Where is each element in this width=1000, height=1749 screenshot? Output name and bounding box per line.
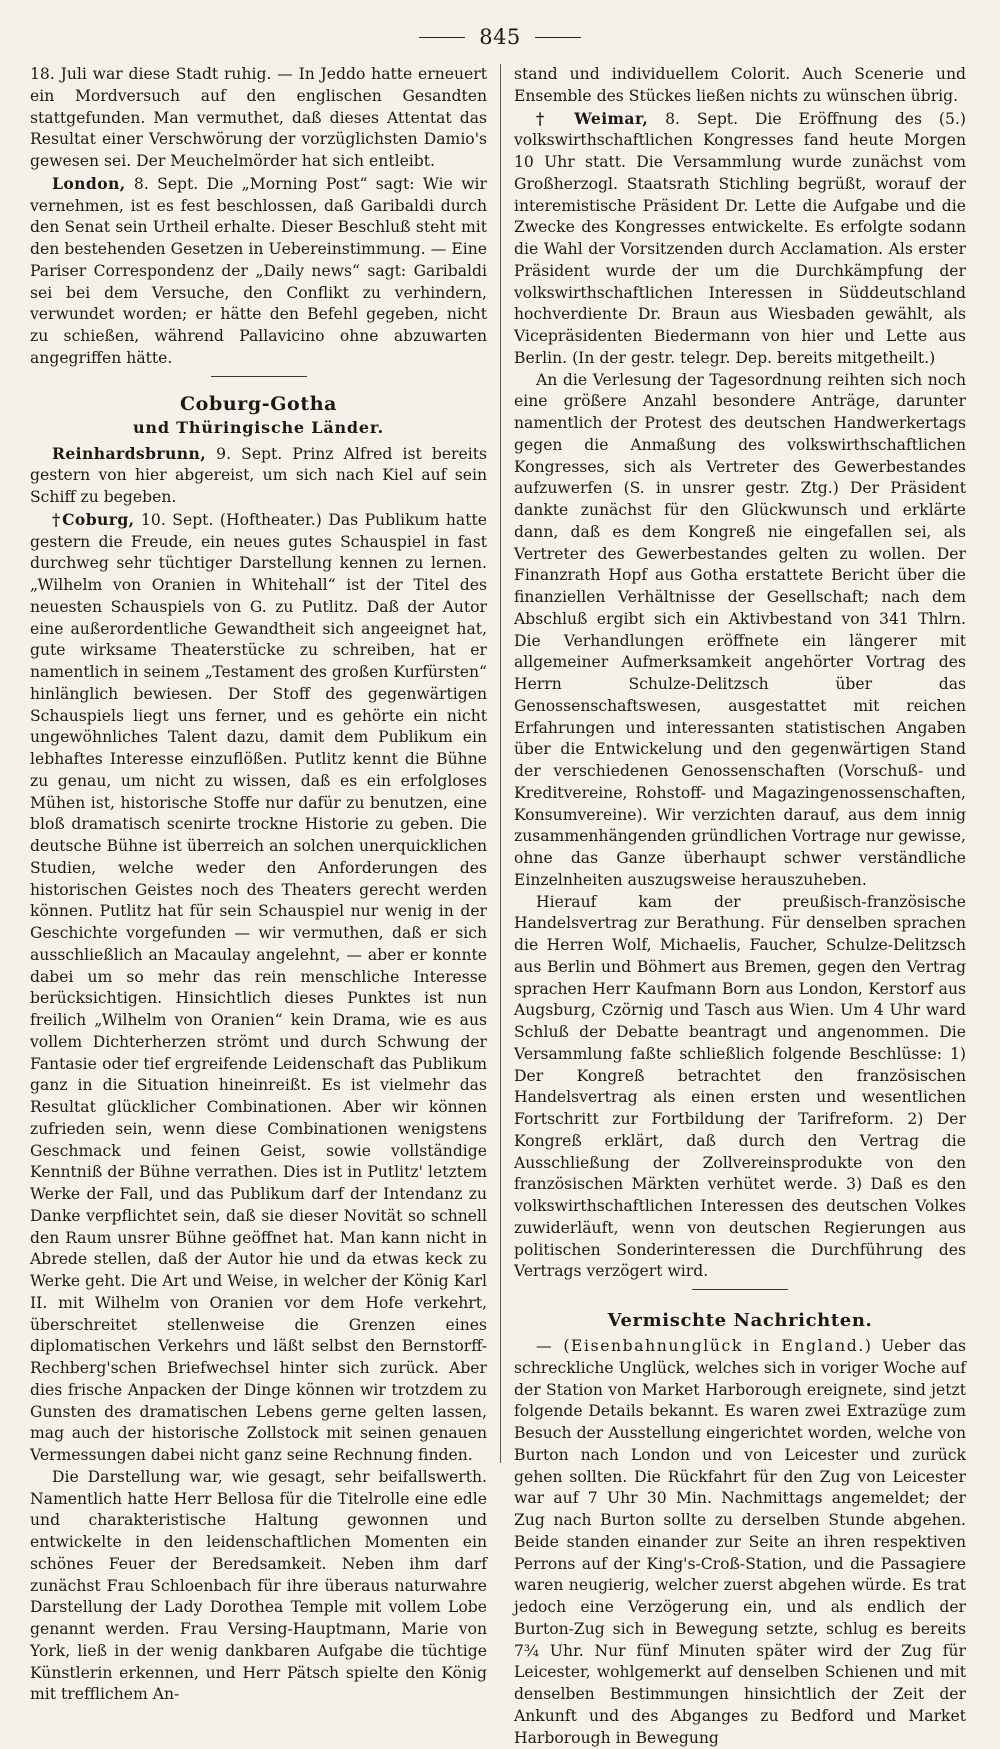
article-paragraph-darstellung: Die Darstellung war, wie gesagt, sehr beifallswerth. Namentlich hatte Herr Bellosa für die Titelrolle eine edle und charakteristische Haltung gewonnen und entwickelte in den leidenschaftlichen Momenten ein schönes Feuer der Beredsamkeit. Neben ihm darf zunächst Frau Schloenbach für ihre überaus naturwahre Darstellung der Lady Dorothea Temple mit vollem Lobe genannt werden. Frau Versing-Hauptmann, Marie von York, ließ in der wenig dankbaren Aufgabe die tüchtige Künstlerin erkennen, und Herr Pätsch spielte den König mit trefflichem An- — [30, 1467, 487, 1704]
column-divider — [500, 64, 501, 1463]
article-eisenbahnunglueck-text: Ueber das schreckliche Unglück, welches sich in voriger Woche auf der Station von Market Harborough ereignete, sind jetzt folgende Details bekannt. Es waren zwei Extrazüge zum Besuch der Ausstellung eingerichtet worden, welche von Burton nach London und von Leicester und zurück gehen sollten. Die Rückfahrt für den Zug von Leicester war auf 7 Uhr 30 Min. Nachmittags angemeldet; der Zug nach Burton sollte zu derselben Stunde abgehen. Beide standen einander zur Seite an ihren respektiven Perrons auf der King's-Croß-Station, und die Passagiere waren neugierig, welcher zuerst abgehen würde. Es trat jedoch eine Verzögerung ein, und als endlich der Burton-Zug sich in Bewegung setzte, schlug es bereits 7¾ Uhr. Nur fünf Minuten später wird der Zug für Leicester, wohlgemerkt auf denselben Schienen und mit denselben Bestimmungen hinsichtlich der Zeit der Ankunft und des Abganges zu Bedford und Market Harborough in Bewegung — [514, 1337, 966, 1747]
right-column — [514, 64, 966, 1747]
page-header — [0, 22, 1000, 52]
article-weimar-text: 8. Sept. Die Eröffnung des (5.) volkswirthschaftlichen Kongresses fand heute Morgen 10 Uhr statt. Die Versammlung wurde zunächst vom Großherzogl. Staatsrath Stichling begrüßt, worauf der interemistische Präsident Dr. Lette die Aufgabe und die Zwecke des Kongresses entwickelte. Es erfolgte sodann die Wahl der Vorsitzenden durch Acclamation. Als erster Präsident wurde der um die Durchkämpfung der volkswirthschaftlichen Interessen in Süddeutschland hochverdiente Dr. Braun aus Wiesbaden gewählt, als Vicepräsidenten Biedermann von hier und Lette aus Berlin. (In der gestr. telegr. Dep. bereits mitgetheilt.) — [514, 109, 966, 367]
article-weimar — [514, 108, 966, 370]
article-reinhardsbrunn — [30, 443, 487, 509]
section-subheading-thueringen: und Thüringische Länder. — [132, 417, 385, 437]
article-paragraph-verlesung: An die Verlesung der Tagesordnung reihten sich noch eine größere Anzahl besondere Anträge, darunter namentlich der Protest des deutschen Handwerkertags gegen die Anmaßung des volkswirthschaftlichen Kongresses, sich als Vertreter des Gewerbestandes aufzuwerfen (S. in unsrer gestr. Ztg.) Der Präsident dankte zunächst für den Glückwunsch und erklärte dann, daß es dem Kongreß nie eingefallen sei, als Vertreter des Gewerbestandes gelten zu wollen. Der Finanzrath Hopf aus Gotha erstattete Bericht über die finanziellen Verhältnisse der Gesellschaft; nach dem Abschluß ergibt sich ein Aktivbestand von 341 Thlrn. Die Verhandlungen eröffnete ein längerer mit allgemeiner Aufmerksamkeit angehörter Vortrag des Herrn Schulze-Delitzsch über das Genossenschaftswesen, ausgestattet mit reichen Erfahrungen und interessanten statistischen Angaben über die Entwickelung und den gegenwärtigen Stand der verschiedenen Genossenschaften (Vorschuß- und Kreditvereine, Rohstoff- und Magazingenossenschaften, Konsumvereine). Wir verzichten darauf, aus dem innig zusammenhängenden gründlichen Vortrage nur gewisse, ohne das Ganze überhaupt schwer verständliche Einzelnheiten auszugsweise herauszuheben. — [514, 370, 966, 889]
article-london — [30, 173, 487, 370]
left-column — [30, 64, 487, 1704]
article-eisenbahnunglueck — [514, 1336, 966, 1749]
header-rule-left — [419, 37, 465, 38]
header-rule-right — [535, 37, 581, 38]
article-reinhardsbrunn-text: 9. Sept. Prinz Alfred ist bereits gestern von hier abgereist, um sich nach Kiel auf sein Schiff zu begeben. — [30, 444, 487, 506]
section-heading-vermischte-nachrichten: Vermischte Nachrichten. — [607, 1310, 873, 1331]
article-paragraph-intro: 18. Juli war diese Stadt ruhig. — In Jeddo hatte erneuert ein Mordversuch auf den englischen Gesandten stattgefunden. Man vermuthet, daß dieses Attentat das Resultat einer Verschwörung der vorzüglichsten Damio's gewesen sei. Der Meuchelmörder hat sich entleibt. — [30, 65, 487, 170]
article-paragraph-handelsvertrag: Hierauf kam der preußisch-französische Handelsvertrag zur Berathung. Für denselben sprachen die Herren Wolf, Michaelis, Faucher, Schulze-Delitzsch aus Berlin und Böhmert aus Bremen, gegen den Vertrag sprachen Herr Kaufmann Born aus London, Kerstorf aus Augsburg, Czörnig und Tasch aus Wien. Um 4 Uhr ward Schluß der Debatte beantragt und angenommen. Die Versammlung faßte schließlich folgende Beschlüsse: 1) Der Kongreß betrachtet den französischen Handelsvertrag als einen ersten und wesentlichen Fortschritt zur Fortbildung der Tarifreform. 2) Der Kongreß erklärt, daß durch den Vertrag die Ausschließung der Zollvereinsprodukte von den französischen Märkten verhütet werde. 3) Daß es den volkswirthschaftlichen Interessen des deutschen Volkes zuwiderläuft, wenn von deutschen Regierungen aus politischen Sonderinteressen die Durchführung des Vertrags verzögert wird. — [514, 892, 966, 1281]
article-coburg-text: 10. Sept. (Hoftheater.) Das Publikum hatte gestern die Freude, ein neues gutes Schauspiel in fast durchweg sehr tüchtiger Darstellung kennen zu lernen. „Wilhelm von Oranien in Whitehall“ ist der Titel des neuesten Schauspiels von G. zu Putlitz. Daß der Autor eine außerordentliche Gewandtheit sich angeeignet hat, gute wirksame Theaterstücke zu schreiben, hat er namentlich in seinem „Testament des großen Kurfürsten“ hinlänglich bewiesen. Der Stoff des gegenwärtigen Schauspiels liegt uns ferner, und es gehörte ein nicht ungewöhnliches Talent dazu, damit dem Publikum ein lebhaftes Interesse einzuflößen. Putlitz kennt die Bühne zu genau, um nicht zu wissen, daß es ein erfolgloses Mühen ist, historische Stoffe nur dafür zu benutzen, eine bloß dramatisch scenirte trockne Historie zu geben. Die deutsche Bühne ist überreich an solchen unerquicklichen Studien, welche weder den Anforderungen des historischen Geistes noch des Theaters gerecht werden können. Putlitz hat für sein Schauspiel nur wenig in der Geschichte vorgefunden — wir vermuthen, daß er sich ausschließlich an Macaulay angelehnt, — aber er konnte dabei um so mehr das rein menschliche Interesse berücksichtigen. Hinsichtlich dieses Punktes ist nun freilich „Wilhelm von Oranien“ kein Drama, wie es aus vollem Dichterherzen strömt und durch Schwung der Fantasie oder tief ergreifende Leidenschaft das Publikum ganz in die Situation hineinreißt. Es ist vielmehr das Resultat glücklicher Combinationen. Aber wir können zufrieden sein, wenn diese Combinationen wenigstens Geschmack und feinen Geist, sowie vollständige Kenntniß der Bühne verrathen. Dies ist in Putlitz' letztem Werke der Fall, und das Publikum darf der Intendanz zu Danke verpflichtet sein, daß sie dieser Novität so schnell den Raum unsrer Bühne geöffnet hat. Man kann nicht in Abrede stellen, daß der Autor hie und da etwas keck zu Werke geht. Die Art und Weise, in welcher der König Karl II. mit Wilhelm von Oranien vor dem Hofe verkehrt, überschreitet stellenweise die Grenzen eines diplomatischen Verkehrs und läßt selbst den Bernstorff-Rechberg'schen Briefwechsel hinter sich zurück. Aber dies frische Anpacken der Dinge können wir trotzdem zu Gunsten des dramatischen Lebens gerne gelten lassen, mag auch der historische Zollstock mit seinen genauen Vermessungen dabei nicht ganz seine Rechnung finden. — [30, 510, 487, 1464]
article-eisenbahnunglueck-label: — (Eisenbahnunglück in England.) — [536, 1337, 873, 1355]
page-number: 845 — [479, 25, 521, 49]
section-divider — [211, 376, 307, 377]
dateline-weimar: † Weimar, — [536, 108, 649, 128]
dateline-reinhardsbrunn: Reinhardsbrunn, — [52, 443, 207, 463]
section-heading-coburg-gotha: Coburg-Gotha — [179, 392, 338, 415]
dateline-london: London, — [52, 173, 126, 193]
article-paragraph-continuation: stand und individuellem Colorit. Auch Scenerie und Ensemble des Stückes ließen nichts zu wünschen übrig. — [514, 65, 966, 105]
dateline-coburg: †Coburg, — [52, 509, 135, 529]
article-london-text: 8. Sept. Die „Morning Post“ sagt: Wie wir vernehmen, ist es fest beschlossen, daß Garibaldi durch den Senat sein Urtheil erhalte. Dieser Beschluß steht mit den bestehenden Gesetzen in Uebereinstimmung. — Eine Pariser Correspondenz der „Daily news“ sagt: Garibaldi sei bei dem Versuche, den Conflikt zu verhindern, verwundet worden; er hätte den Befehl gegeben, nicht zu schießen, während Pallavicino ohne abzuwarten angegriffen hätte. — [30, 174, 487, 367]
article-coburg — [30, 509, 487, 1467]
section-divider-misc — [692, 1289, 788, 1290]
